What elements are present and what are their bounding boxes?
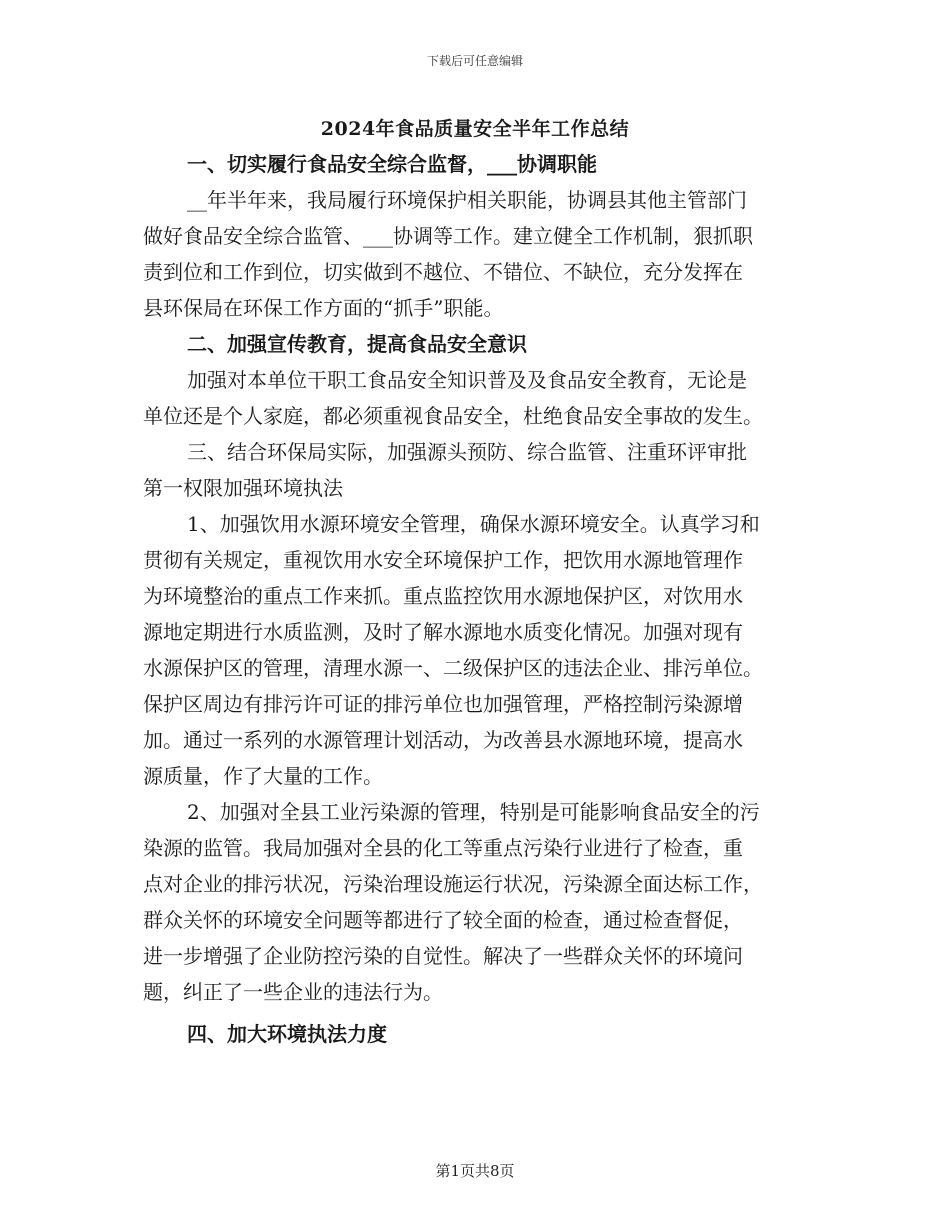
section-3-heading-paragraph xyxy=(143,434,807,506)
text-line: 染源的监管。我局加强对全县的化工等重点污染行业进行了检查，重 xyxy=(143,836,743,860)
text-line: 源质量，作了大量的工作。 xyxy=(143,764,383,788)
text-line: 县环保局在环保工作方面的“抓手”职能。 xyxy=(143,296,504,320)
text-line: 加强对本单位干职工食品安全知识普及及食品安全教育，无论是 xyxy=(187,368,747,392)
section-2-heading: 二、加强宣传教育，提高食品安全意识 xyxy=(187,332,527,356)
text-line: 贯彻有关规定，重视饮用水安全环境保护工作，把饮用水源地管理作 xyxy=(143,548,743,572)
text-line: 题，纠正了一些企业的违法行为。 xyxy=(143,980,443,1004)
text-line: 点对企业的排污状况，污染治理设施运行状况，污染源全面达标工作， xyxy=(143,872,763,896)
text-line: 第一权限加强环境执法 xyxy=(143,476,343,500)
text-line: 水源保护区的管理，清理水源一、二级保护区的违法企业、排污单位。 xyxy=(143,656,763,680)
section-1-heading: 一、切实履行食品安全综合监督，___协调职能 xyxy=(187,152,597,176)
document-body xyxy=(143,146,807,1052)
page-number: 第1页共8页 xyxy=(435,1162,515,1180)
text-line: 为环境整治的重点工作来抓。重点监控饮用水源地保护区，对饮用水 xyxy=(143,584,743,608)
text-line: 做好食品安全综合监管、___协调等工作。建立健全工作机制，狠抓职 xyxy=(143,224,753,248)
text-line: 2、加强对全县工业污染源的管理，特别是可能影响食品安全的污 xyxy=(187,800,760,824)
text-line: 加。通过一系列的水源管理计划活动，为改善县水源地环境，提高水 xyxy=(143,728,743,752)
page-header-note: 下载后可任意编辑 xyxy=(426,54,523,68)
text-line: 进一步增强了企业防控污染的自觉性。解决了一些群众关怀的环境问 xyxy=(143,944,743,968)
text-line: 三、结合环保局实际，加强源头预防、综合监管、注重环评审批 xyxy=(187,440,747,464)
document-title: 2024年食品质量安全半年工作总结 xyxy=(320,118,630,140)
text-line: 源地定期进行水质监测，及时了解水源地水质变化情况。加强对现有 xyxy=(143,620,743,644)
text-line: 1、加强饮用水源环境安全管理，确保水源环境安全。认真学习和 xyxy=(187,512,760,536)
section-4-heading: 四、加大环境执法力度 xyxy=(187,1022,387,1046)
section-3-item-2 xyxy=(143,794,807,1010)
text-line: 群众关怀的环境安全问题等都进行了较全面的检查，通过检查督促， xyxy=(143,908,743,932)
text-line: __年半年来，我局履行环境保护相关职能，协调县其他主管部门 xyxy=(187,188,747,212)
section-1-paragraph xyxy=(143,182,807,326)
text-line: 保护区周边有排污许可证的排污单位也加强管理，严格控制污染源增 xyxy=(143,692,743,716)
section-2-paragraph xyxy=(143,362,807,434)
section-3-item-1 xyxy=(143,506,807,794)
text-line: 责到位和工作到位，切实做到不越位、不错位、不缺位，充分发挥在 xyxy=(143,260,743,284)
text-line: 单位还是个人家庭，都必须重视食品安全，杜绝食品安全事故的发生。 xyxy=(143,404,763,428)
